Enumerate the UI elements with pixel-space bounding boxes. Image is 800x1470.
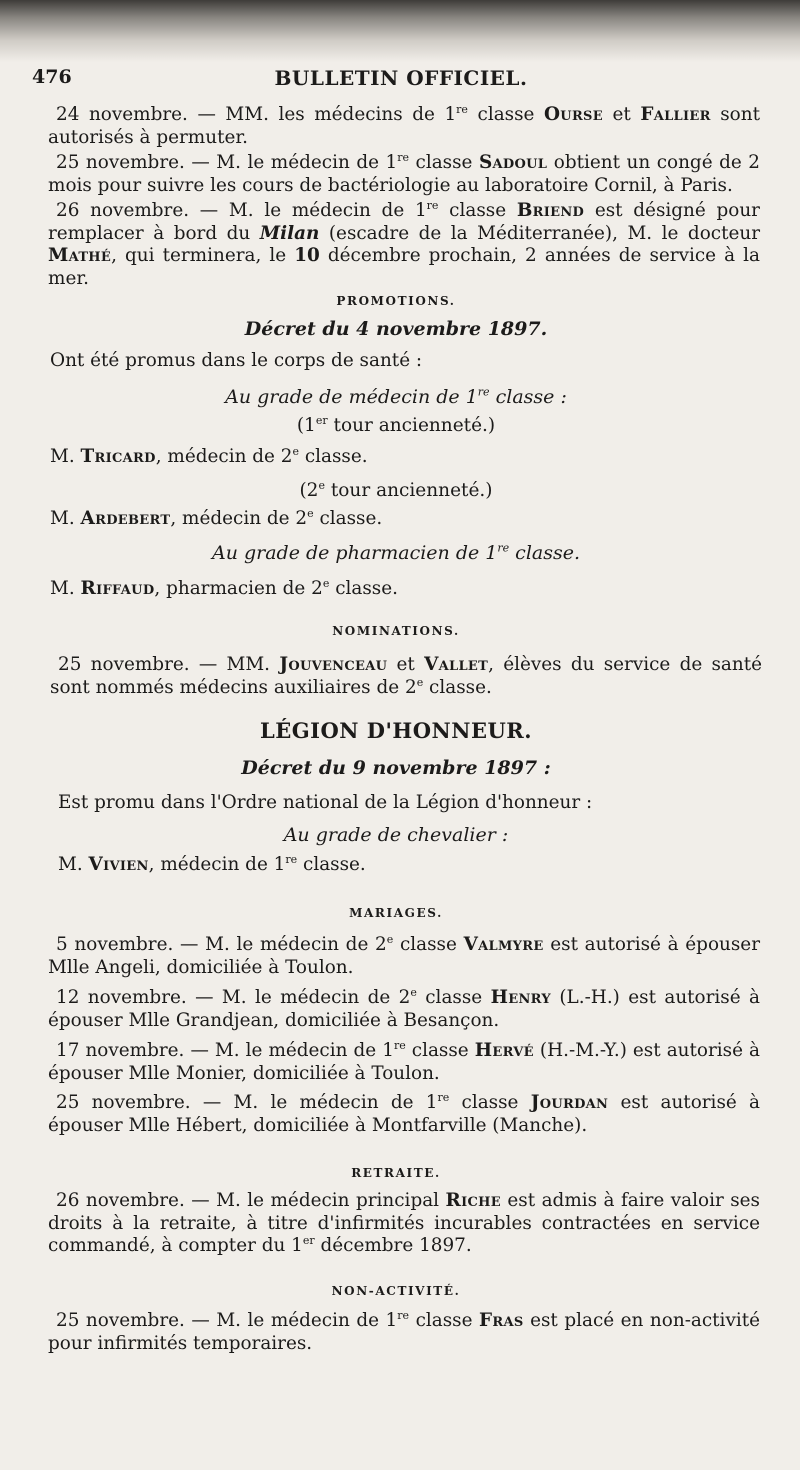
mariage-valmyre: 5 novembre. — M. le médecin de 2e classe Valmyre est autorisé à épouser Mlle Angeli, domiciliée à Toulon.	[48, 932, 760, 978]
page-header	[32, 66, 770, 92]
running-title: BULLETIN OFFICIEL.	[274, 66, 528, 90]
person-name: Briend	[516, 200, 585, 221]
section-heading-legion: LÉGION D'HONNEUR.	[259, 718, 533, 743]
person-name: Sadoul	[478, 152, 548, 173]
section-heading-promotions: PROMOTIONS.	[336, 294, 456, 308]
notice-26-novembre: 26 novembre. — M. le médecin de 1re classe Briend est désigné pour remplacer à bord du Milan (escadre de la Méditerranée), M. le docteur Mathé, qui terminera, le 10 décembre prochain, 2 années de service à la mer.	[48, 198, 760, 289]
retraite-riche: 26 novembre. — M. le médecin principal Riche est admis à faire valoir ses droits à la retraite, à titre d'infirmités incurables contractées en service commandé, à compter du 1er décembre 1897.	[48, 1190, 760, 1256]
person-name: Fallier	[640, 104, 711, 125]
tour-2e: (2e tour ancienneté.)	[299, 478, 493, 501]
person-name: Riche	[445, 1190, 501, 1211]
person-name: Valmyre	[463, 934, 544, 955]
promotion-ardebert: M. Ardebert, médecin de 2e classe.	[50, 506, 383, 529]
mariage-jourdan: 25 novembre. — M. le médecin de 1re classe Jourdan est autorisé à épouser Mlle Hébert, domiciliée à Montfarville (Manche).	[48, 1090, 761, 1136]
person-name: Ourse	[543, 104, 603, 125]
person-name: Vivien	[88, 854, 149, 875]
grade-pharmacien-1re: Au grade de pharmacien de 1re classe.	[211, 541, 581, 564]
person-name: Mathé	[48, 245, 112, 266]
nominations-25-novembre: 25 novembre. — MM. Jouvenceau et Vallet, élèves du service de santé sont nommés médecins auxiliaires de 2e classe.	[50, 654, 763, 698]
promotions-intro: Ont été promus dans le corps de santé :	[50, 350, 423, 371]
person-name: Riffaud	[80, 578, 155, 599]
person-name: Jouvenceau	[279, 654, 388, 675]
grade-medecin-1re: Au grade de médecin de 1re classe :	[225, 385, 567, 408]
section-heading-mariages: MARIAGES.	[349, 906, 443, 920]
person-name: Vallet	[424, 654, 489, 675]
person-name: Henry	[490, 987, 551, 1008]
legion-intro: Est promu dans l'Ordre national de la Légion d'honneur :	[58, 792, 593, 813]
mariage-herve: 17 novembre. — M. le médecin de 1re classe Hervé (H.-M.-Y.) est autorisé à épouser Mlle Monier, domiciliée à Toulon.	[48, 1038, 760, 1084]
notice-25-novembre: 25 novembre. — M. le médecin de 1re classe Sadoul obtient un congé de 2 mois pour suivre les cours de bactériologie au laboratoire Cornil, à Paris.	[48, 150, 760, 196]
promotion-riffaud: M. Riffaud, pharmacien de 2e classe.	[50, 576, 398, 599]
decree-4-novembre: Décret du 4 novembre 1897.	[244, 318, 548, 340]
grade-chevalier: Au grade de chevalier :	[283, 824, 509, 846]
person-name: Fras	[479, 1310, 524, 1331]
person-name: Jourdan	[530, 1092, 609, 1113]
legion-vivien: M. Vivien, médecin de 1re classe.	[58, 852, 366, 875]
scan-top-shading	[0, 0, 800, 62]
person-name: Tricard	[80, 446, 156, 467]
promotion-tricard: M. Tricard, médecin de 2e classe.	[50, 444, 368, 467]
tour-1er: (1er tour ancienneté.)	[296, 413, 496, 436]
page-number: 476	[32, 66, 72, 88]
notice-24-novembre: 24 novembre. — MM. les médecins de 1re classe Ourse et Fallier sont autorisés à permuter.	[48, 102, 760, 148]
ship-name: Milan	[259, 222, 320, 244]
section-heading-non-activite: NON-ACTIVITÉ.	[331, 1284, 461, 1298]
section-heading-retraite: RETRAITE.	[351, 1166, 441, 1180]
non-activite-fras: 25 novembre. — M. le médecin de 1re classe Fras est placé en non-activité pour infirmités temporaires.	[48, 1308, 760, 1354]
section-heading-nominations: NOMINATIONS.	[332, 624, 460, 638]
person-name: Ardebert	[80, 508, 171, 529]
person-name: Hervé	[474, 1040, 534, 1061]
mariage-henry: 12 novembre. — M. le médecin de 2e classe Henry (L.-H.) est autorisé à épouser Mlle Grandjean, domiciliée à Besançon.	[48, 985, 760, 1031]
decree-9-novembre: Décret du 9 novembre 1897 :	[241, 757, 551, 779]
